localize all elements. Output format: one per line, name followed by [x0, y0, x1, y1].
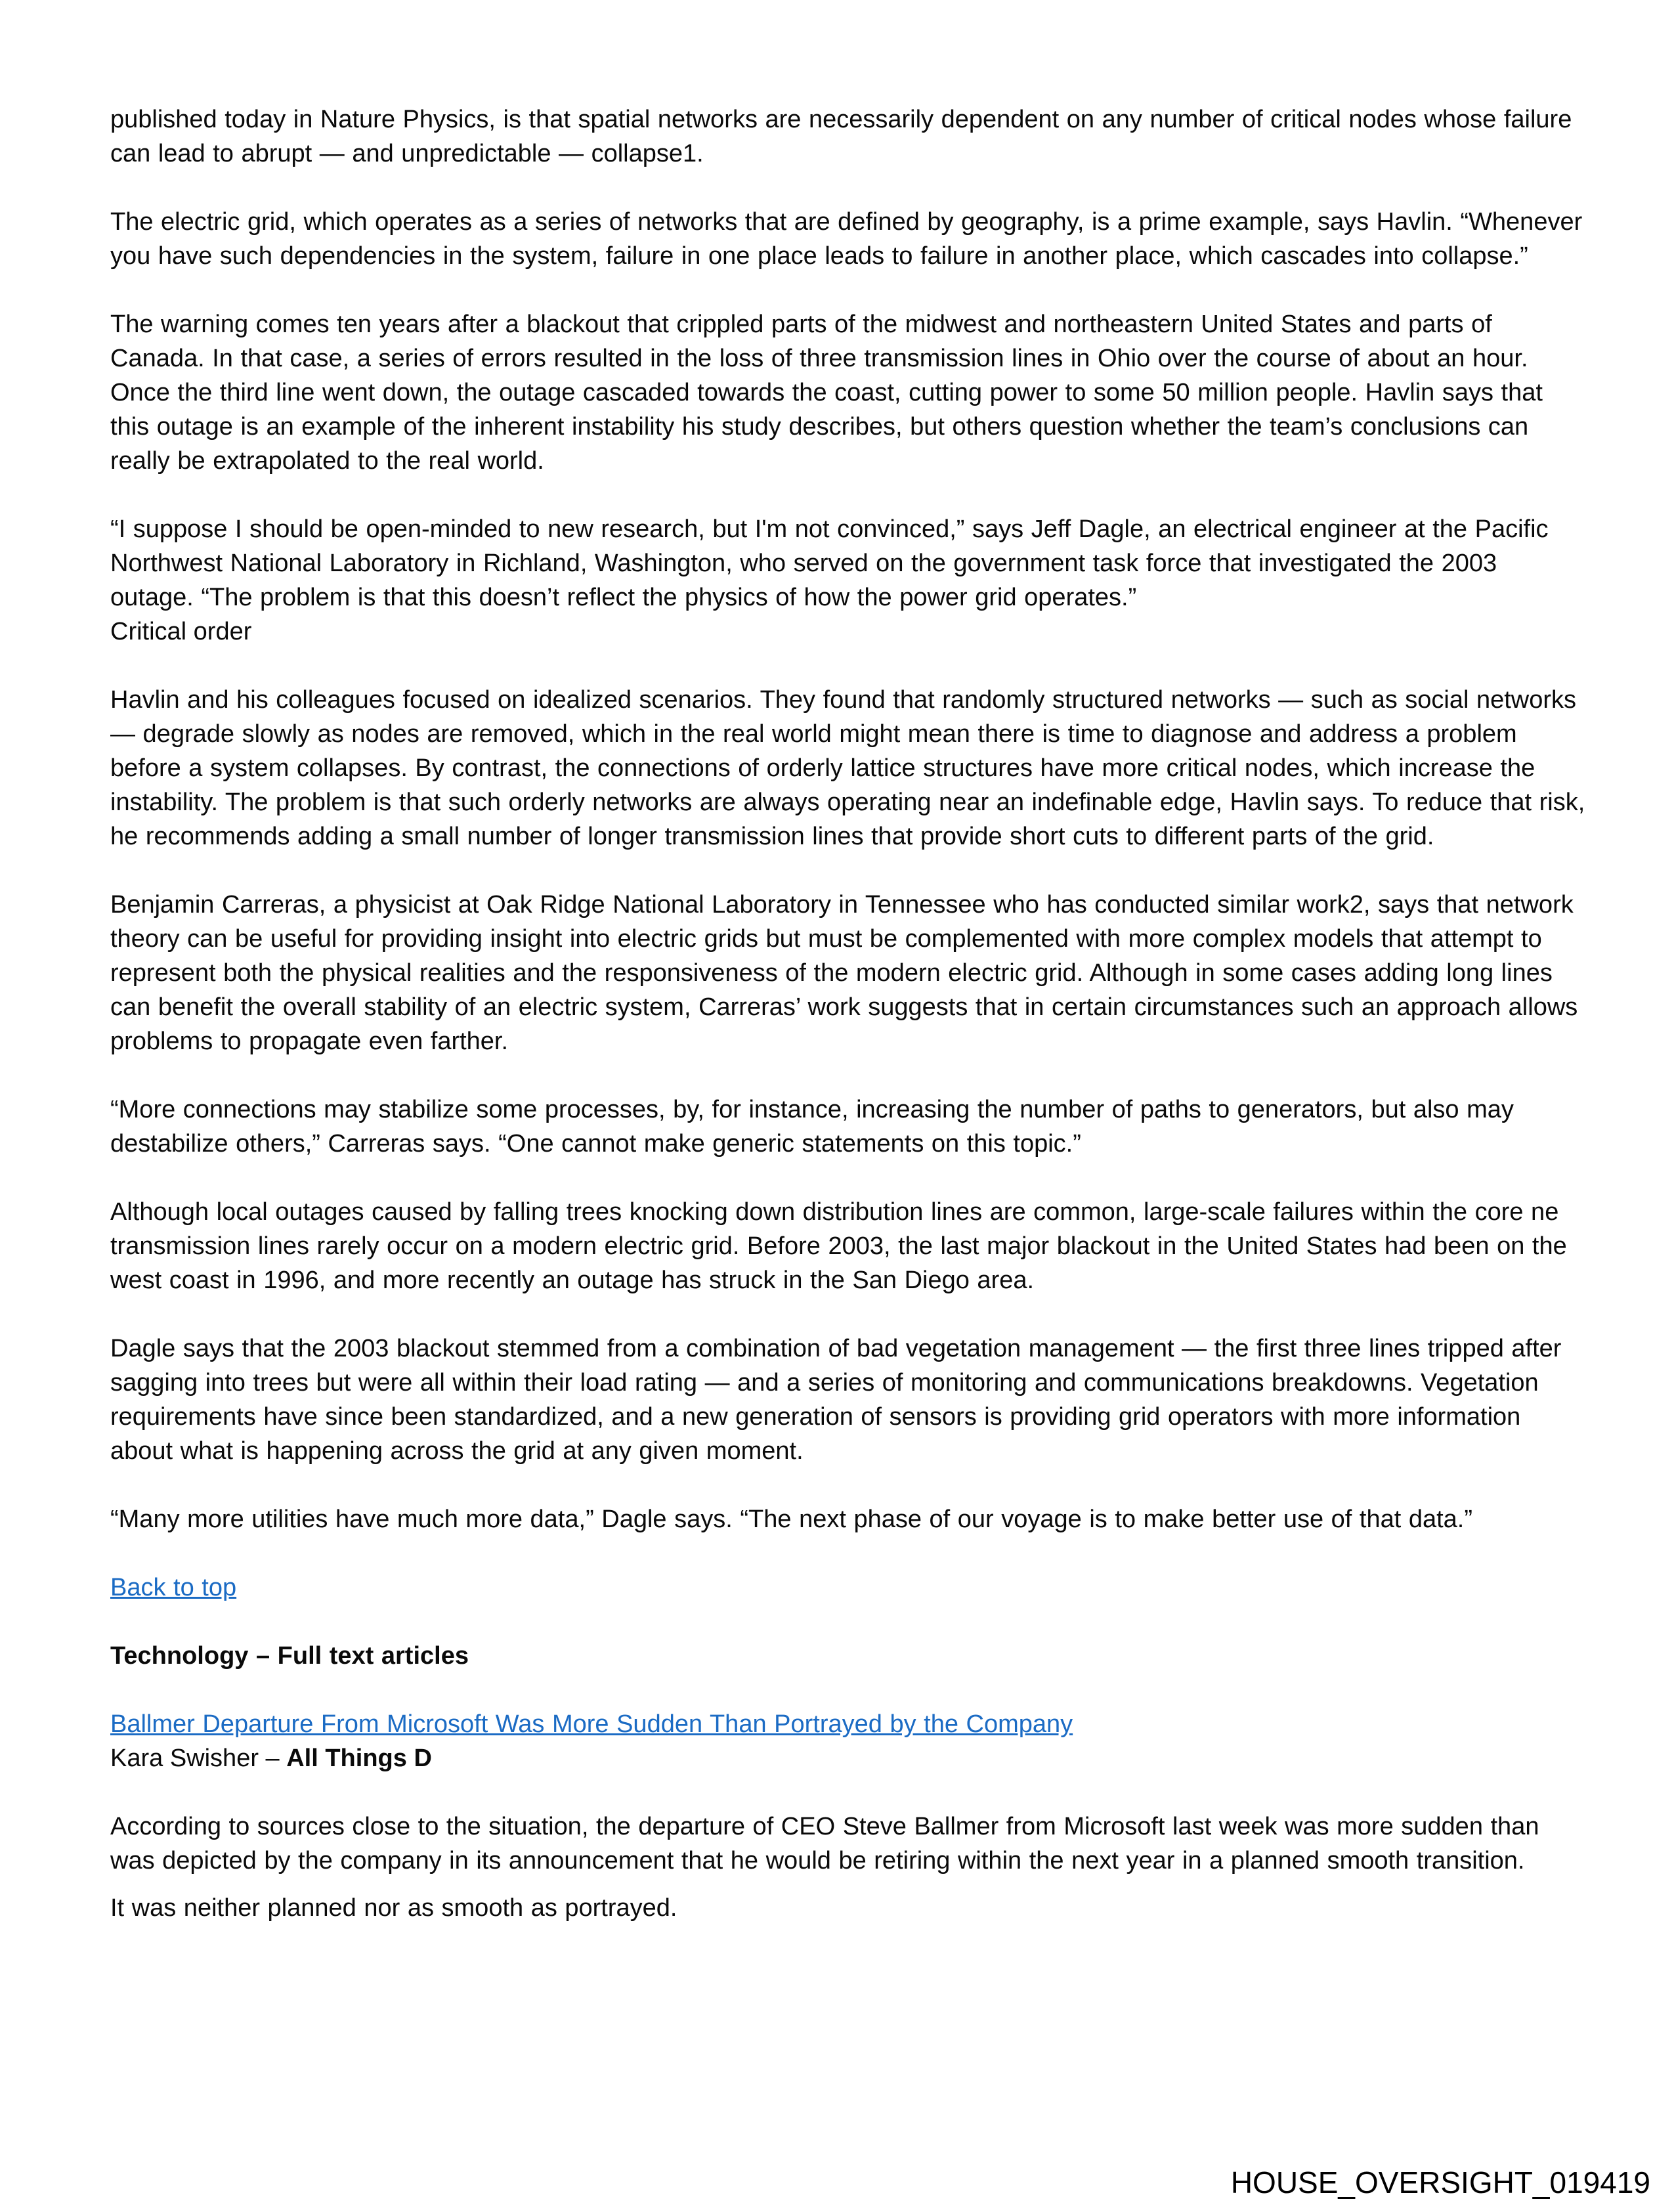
paragraph-electric-grid: The electric grid, which operates as a series of networks that are defined by geography, is a prime example, says Havlin. “Whenever you have such dependencies in the system, failure in one place leads to failure in another place, which cascades into collapse.” — [110, 208, 1583, 270]
byline-author: Kara Swisher – — [110, 1745, 287, 1772]
back-to-top-container — [110, 1571, 1587, 1605]
document-body — [110, 102, 1587, 1959]
ballmer-article-link[interactable]: Ballmer Departure From Microsoft Was More Sudden Than Portrayed by the Company — [110, 1710, 1073, 1738]
paragraph-ballmer-departure: According to sources close to the situation, the departure of CEO Steve Ballmer from Microsoft last week was more sudden than was depicted by the company in its announcement that he would be retiring within the next year in a planned smooth transition. — [110, 1813, 1539, 1875]
paragraph-many-more-utilities: “Many more utilities have much more data,” Dagle says. “The next phase of our voyage is to make better use of that data.” — [110, 1506, 1473, 1533]
paragraph-more-connections: “More connections may stabilize some processes, by, for instance, increasing the number of paths to generators, but also may destabilize others,” Carreras says. “One cannot make generic statements on this topic.” — [110, 1096, 1514, 1158]
paragraph-nature-physics: published today in Nature Physics, is that spatial networks are necessarily dependent on any number of critical nodes whose failure can lead to abrupt — and unpredictable — collapse1. — [110, 106, 1572, 167]
byline — [110, 1741, 1587, 1775]
paragraph-2003-blackout: Dagle says that the 2003 blackout stemmed from a combination of bad vegetation management — the first three lines tripped after sagging into trees but were all within their load rating — and a series of monitoring and communications breakdowns. Vegetation requirements have since been standardized, and a new generation of sensors is providing grid operators with more information about what is happening across the grid at any given moment. — [110, 1335, 1562, 1465]
paragraph-local-outages: Although local outages caused by falling trees knocking down distribution lines are common, large-scale failures within the core ne transmission lines rarely occur on a modern electric grid. Before 2003, the last major blackout in the United States had been on the west coast in 1996, and more recently an outage has struck in the San Diego area. — [110, 1198, 1567, 1294]
ballmer-headline-container — [110, 1707, 1587, 1741]
paragraph-warning-blackout: The warning comes ten years after a blackout that crippled parts of the midwest and northeastern United States and parts of Canada. In that case, a series of errors resulted in the loss of three transmission lines in Ohio over the course of about an hour. Once the third line went down, the outage cascaded towards the coast, cutting power to some 50 million people. Havlin says that this outage is an example of the inherent instability his study describes, but others question whether the team’s conclusions can really be extrapolated to the real world. — [110, 311, 1543, 475]
technology-section-heading: Technology – Full text articles — [110, 1642, 469, 1670]
critical-order-subheading: Critical order — [110, 618, 252, 645]
paragraph-dagle-quote: “I suppose I should be open-minded to new research, but I'm not convinced,” says Jeff Dagle, an electrical engineer at the Pacific Northwest National Laboratory in Richland, Washington, who served on the government task force that investigated the 2003 outage. “The problem is that this doesn’t reflect the physics of how the power grid operates.” — [110, 515, 1549, 611]
paragraph-neither-planned: It was neither planned nor as smooth as portrayed. — [110, 1894, 677, 1922]
paragraph-havlin-colleagues: Havlin and his colleagues focused on idealized scenarios. They found that randomly structured networks — such as social networks — degrade slowly as nodes are removed, which in the real world might mean there is time to diagnose and address a problem before a system collapses. By contrast, the connections of orderly lattice structures have more critical nodes, which increase the instability. The problem is that such orderly networks are always operating near an indefinable edge, Havlin says. To reduce that risk, he recommends adding a small number of longer transmission lines that provide short cuts to different parts of the grid. — [110, 686, 1585, 850]
bates-number: HOUSE_OVERSIGHT_019419 — [1230, 2165, 1650, 2200]
paragraph-carreras: Benjamin Carreras, a physicist at Oak Ridge National Laboratory in Tennessee who has conducted similar work2, says that network theory can be useful for providing insight into electric grids but must be complemented with more complex models that attempt to represent both the physical realities and the responsiveness of the modern electric grid. Although in some cases adding long lines can benefit the overall stability of an electric system, Carreras’ work suggests that in certain circumstances such an approach allows problems to propagate even farther. — [110, 891, 1578, 1055]
back-to-top-link[interactable]: Back to top — [110, 1574, 237, 1601]
byline-source: All Things D — [286, 1745, 432, 1772]
